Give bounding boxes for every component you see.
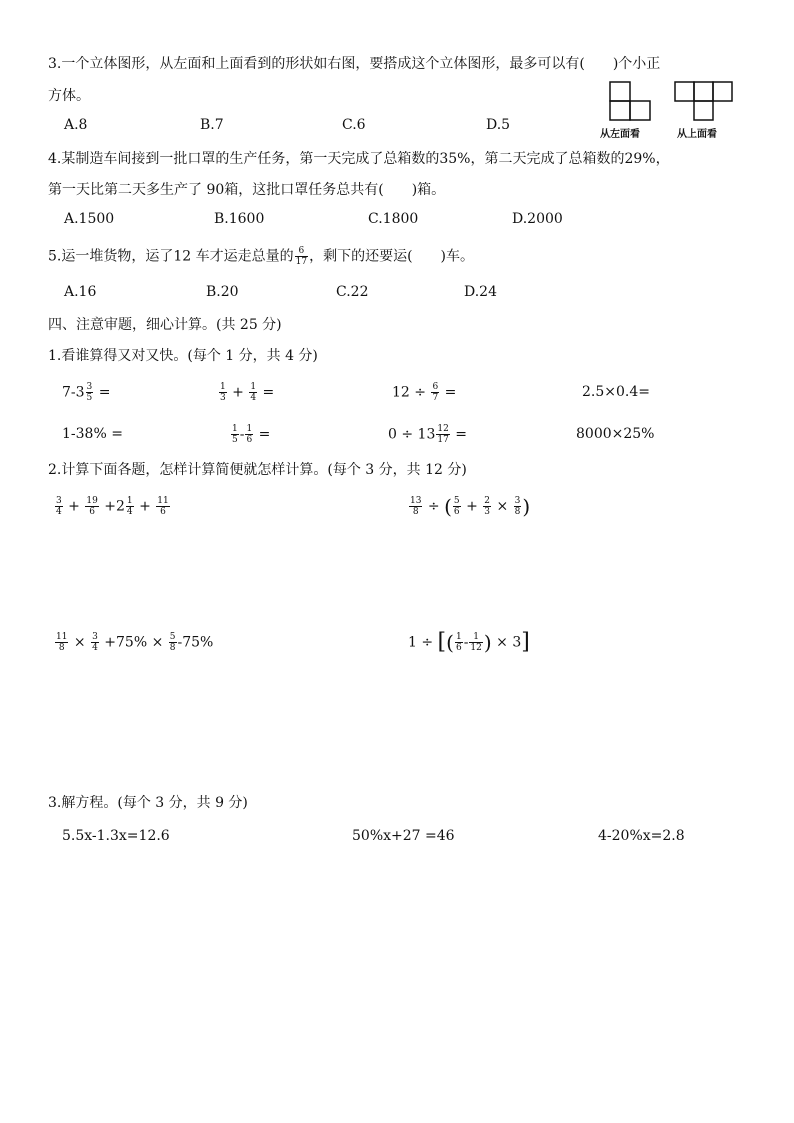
section4-title: 四、注意审题，细心计算。(共 25 分)	[48, 317, 282, 333]
q3-option-d: D.5	[486, 117, 511, 133]
p2-expr-2: $\frac{13}{8}$ ÷ ( $\frac{5}{6}$ + $\frac{2}{3}$ × $\frac{3}{8}$ )	[410, 494, 531, 519]
p1-expr-3: 12 ÷ $\frac{6}{7}$ =	[392, 382, 457, 403]
p1-expr-1: 7-3 $\frac{3}{5}$ =	[62, 382, 111, 403]
p2-title: 2.计算下面各题，怎样计算简便就怎样计算。(每个 3 分，共 12 分)	[48, 462, 467, 478]
left-view-caption: 从左面看	[600, 129, 640, 140]
p2-expr-1: $\frac{3}{4}$ + $\frac{19}{6}$ +2 $\frac{1}{4}$ + $\frac{11}{6}$	[56, 496, 169, 517]
p3-equation-3: 4-20%x=2.8	[598, 828, 685, 844]
p1-expr-2: $\frac{1}{3}$ + $\frac{1}{4}$ =	[220, 382, 275, 403]
top-view-figure	[674, 80, 734, 122]
q4-line1: 4.某制造车间接到一批口罩的生产任务，第一天完成了总箱数的35%，第二天完成了总箱数的29%，	[48, 151, 670, 167]
q3-line1: 3.一个立体图形，从左面和上面看到的形状如右图，要搭成这个立体图形，最多可以有( )个小正	[48, 56, 661, 72]
p2-expr-4: 1 ÷ [( $\frac{1}{6}$ - $\frac{1}{12}$ ) × 3]	[408, 629, 530, 655]
q5-fraction: $\frac{6}{17}$	[295, 246, 308, 267]
p3-title: 3.解方程。(每个 3 分，共 9 分)	[48, 795, 248, 811]
q5-option-d: D.24	[464, 284, 497, 300]
p1-expr-7: 0 ÷ 13 $\frac{12}{17}$ =	[388, 424, 467, 445]
p1-expr-6: $\frac{1}{5}$ - $\frac{1}{6}$ =	[232, 424, 271, 445]
q3-option-a: A.8	[64, 117, 88, 133]
q4-option-c: C.1800	[368, 211, 419, 227]
q5-text-a: 5.运一堆货物，运了12 车才运走总量的	[48, 248, 294, 265]
q4-option-d: D.2000	[512, 211, 563, 227]
p1-expr-8: 8000×25%	[576, 426, 655, 442]
q4-option-b: B.1600	[214, 211, 265, 227]
q5-text-b: ，剩下的还要运( )车。	[309, 248, 475, 265]
p3-equation-1: 5.5x-1.3x=12.6	[62, 828, 170, 844]
q4-line2: 第一天比第二天多生产了 90箱，这批口罩任务总共有( )箱。	[48, 182, 446, 198]
p2-expr-3: $\frac{11}{8}$ × $\frac{3}{4}$ +75% × $\frac{5}{8}$ -75%	[56, 632, 214, 653]
q3-line2: 方体。	[48, 88, 90, 104]
p1-expr-5: 1-38% =	[62, 426, 123, 442]
q5-line	[48, 246, 474, 267]
top-view-caption: 从上面看	[677, 129, 717, 140]
p1-title: 1.看谁算得又对又快。(每个 1 分，共 4 分)	[48, 348, 318, 364]
q3-option-b: B.7	[200, 117, 224, 133]
q3-option-c: C.6	[342, 117, 366, 133]
left-view-figure	[608, 80, 652, 122]
q4-option-a: A.1500	[64, 211, 115, 227]
p3-equation-2: 50%x+27 =46	[352, 828, 455, 844]
q5-option-c: C.22	[336, 284, 369, 300]
q5-option-a: A.16	[64, 284, 97, 300]
q5-option-b: B.20	[206, 284, 239, 300]
p1-expr-4: 2.5×0.4=	[582, 384, 650, 400]
